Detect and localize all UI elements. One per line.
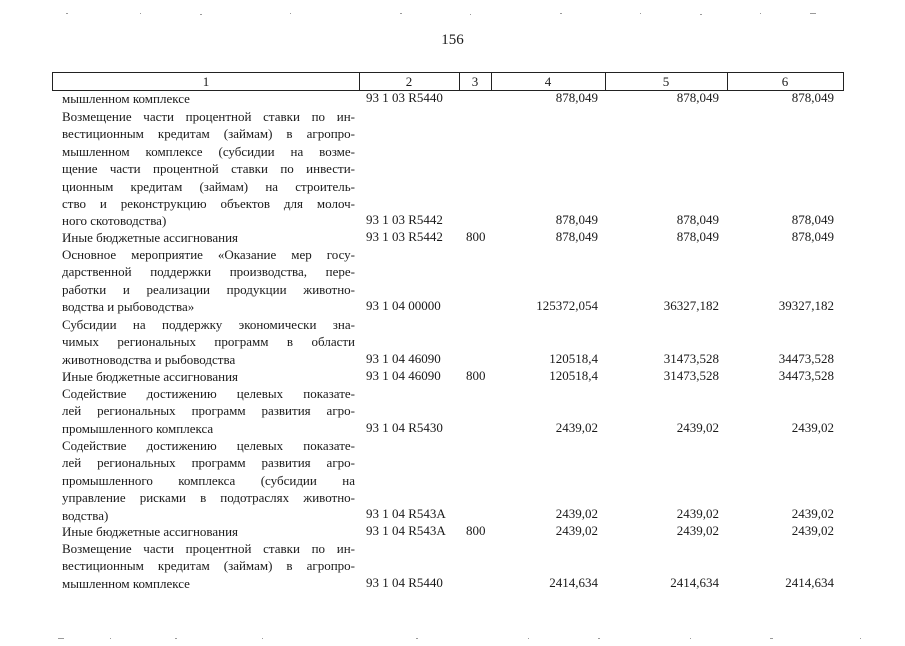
amount-col-5: 2439,02 — [676, 523, 719, 538]
description-line: Иные бюджетные ассигнования — [62, 524, 239, 539]
amount-col-6: 2439,02 — [791, 523, 834, 538]
description-line: Субсидии на поддержку экономически зна- — [62, 317, 355, 332]
amount-col-4: 125372,054 — [536, 298, 598, 313]
header-col-1: 1 — [202, 74, 210, 89]
description-line: Содействие достижению целевых показате- — [62, 386, 355, 401]
expense-type: 800 — [466, 229, 486, 244]
expense-type: 800 — [466, 523, 486, 538]
amount-col-5: 2439,02 — [676, 506, 719, 521]
description-line: управление рисками в подотраслях животно- — [62, 490, 355, 506]
description-line: работки и реализации продукции животно- — [62, 281, 355, 297]
amount-col-4: 2439,02 — [555, 523, 598, 538]
amount-col-6: 39327,182 — [778, 298, 834, 313]
amount-col-4: 878,049 — [555, 229, 598, 244]
description-line: вестиционным кредитам (займам) в агропро- — [62, 126, 355, 142]
description-line: лей региональных программ развития агро- — [62, 403, 355, 419]
description-line: мышленном комплексе — [62, 575, 190, 591]
description-line: ционным кредитам (займам) на строитель- — [62, 178, 355, 194]
description-line: ного скотоводства) — [62, 213, 167, 229]
row-description — [62, 90, 355, 107]
description-line: лей региональных программ развития агро- — [62, 455, 355, 471]
amount-col-4: 878,049 — [555, 90, 598, 105]
description-line: Иные бюджетные ассигнования — [62, 230, 239, 245]
amount-col-6: 878,049 — [791, 229, 834, 244]
description-line: чимых региональных программ в области — [62, 334, 355, 350]
amount-col-5: 2414,634 — [670, 575, 719, 590]
amount-col-4: 878,049 — [555, 212, 598, 227]
amount-col-5: 36327,182 — [663, 298, 719, 313]
description-line: Основное мероприятие «Оказание мер госу- — [62, 247, 355, 262]
description-line: дарственной поддержки производства, пере- — [62, 264, 355, 280]
amount-col-4: 2439,02 — [555, 420, 598, 435]
amount-col-6: 878,049 — [791, 90, 834, 105]
target-code: 93 1 04 R543А — [366, 523, 446, 538]
row-description — [62, 385, 355, 437]
amount-col-5: 878,049 — [676, 212, 719, 227]
description-line: мышленном комплексе (субсидии на возме- — [62, 143, 355, 159]
page-number: 156 — [441, 32, 464, 48]
row-description — [62, 108, 355, 230]
amount-col-5: 2439,02 — [676, 420, 719, 435]
target-code: 93 1 04 46090 — [366, 351, 441, 366]
scan-artifact-bottom — [0, 628, 905, 634]
description-line: Возмещение части процентной ставки по ин- — [62, 541, 355, 556]
row-description — [62, 316, 355, 368]
target-code: 93 1 04 R5430 — [366, 420, 443, 435]
target-code: 93 1 04 R543А — [366, 506, 446, 521]
description-line: водства и рыбоводства» — [62, 299, 195, 315]
table-header — [52, 72, 844, 91]
amount-col-4: 120518,4 — [549, 368, 598, 383]
description-line: мышленном комплексе — [62, 91, 190, 106]
amount-col-4: 2414,634 — [549, 575, 598, 590]
amount-col-5: 878,049 — [676, 229, 719, 244]
description-line: животноводства и рыбоводства — [62, 351, 236, 367]
description-line: Содействие достижению целевых показате- — [62, 438, 355, 453]
description-line: Возмещение части процентной ставки по ин- — [62, 109, 355, 124]
description-line: вестиционным кредитам (займам) в агропро- — [62, 558, 355, 574]
amount-col-4: 2439,02 — [555, 506, 598, 521]
description-line: ство и реконструкцию объектов для молоч- — [62, 196, 355, 212]
amount-col-4: 120518,4 — [549, 351, 598, 366]
amount-col-6: 878,049 — [791, 212, 834, 227]
header-col-6: 6 — [781, 74, 789, 89]
amount-col-6: 34473,528 — [778, 368, 834, 383]
amount-col-5: 878,049 — [676, 90, 719, 105]
row-description — [62, 229, 355, 246]
row-description — [62, 437, 355, 524]
target-code: 93 1 03 R5442 — [366, 212, 443, 227]
description-line: Иные бюджетные ассигнования — [62, 369, 239, 384]
target-code: 93 1 04 R5440 — [366, 575, 443, 590]
scan-artifact-top — [0, 4, 905, 10]
amount-col-6: 34473,528 — [778, 351, 834, 366]
header-col-5: 5 — [662, 74, 670, 89]
description-line: промышленного комплекса (субсидии на — [62, 472, 355, 488]
description-line: щение части процентной ставки по инвести- — [62, 161, 355, 177]
header-col-4: 4 — [544, 74, 552, 89]
target-code: 93 1 04 46090 — [366, 368, 441, 383]
expense-type: 800 — [466, 368, 486, 383]
description-line: промышленного комплекса — [62, 420, 214, 436]
target-code: 93 1 03 R5442 — [366, 229, 443, 244]
amount-col-5: 31473,528 — [663, 351, 719, 366]
row-description — [62, 523, 355, 540]
row-description — [62, 246, 355, 316]
amount-col-6: 2414,634 — [785, 575, 834, 590]
amount-col-6: 2439,02 — [791, 506, 834, 521]
description-line: водства) — [62, 507, 109, 523]
header-col-2: 2 — [405, 74, 413, 89]
header-col-3: 3 — [471, 74, 479, 89]
target-code: 93 1 04 00000 — [366, 298, 441, 313]
row-description — [62, 540, 355, 592]
amount-col-6: 2439,02 — [791, 420, 834, 435]
amount-col-5: 31473,528 — [663, 368, 719, 383]
row-description — [62, 368, 355, 385]
target-code: 93 1 03 R5440 — [366, 90, 443, 105]
